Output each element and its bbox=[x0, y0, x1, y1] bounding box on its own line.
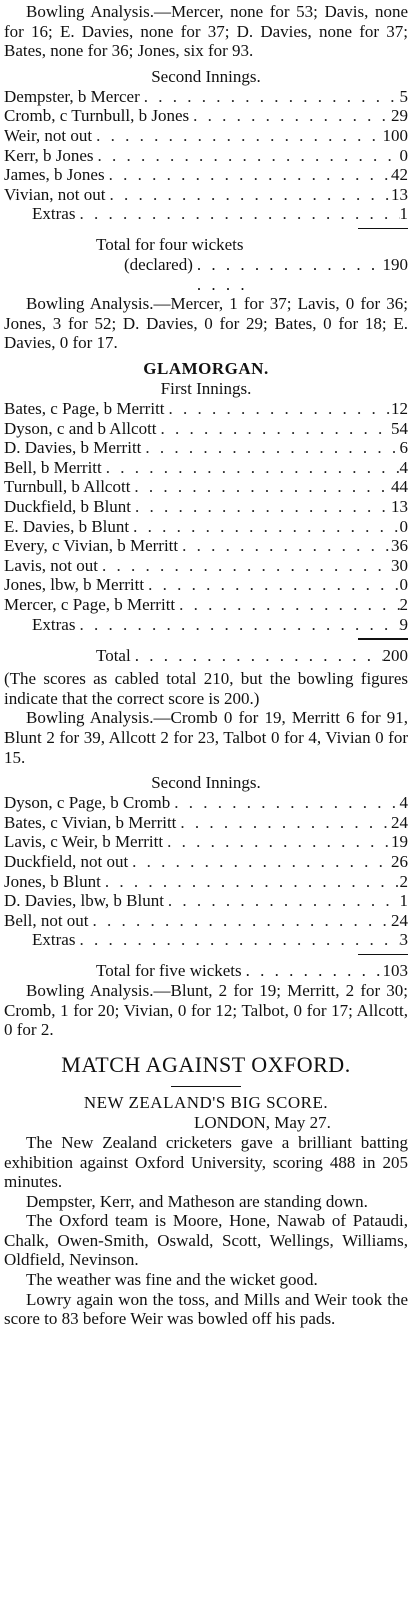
score-row: Dempster, b Mercer . . . 5 bbox=[4, 87, 408, 107]
article-paragraph: Dempster, Kerr, and Matheson are standing down. bbox=[26, 1191, 368, 1211]
headline-rule bbox=[171, 1086, 241, 1088]
score-row: Duckfield, b Blunt . . . 13 bbox=[4, 497, 408, 517]
score-row: Dyson, c Page, b Cromb . . . 4 bbox=[4, 793, 408, 813]
score-row: Jones, b Blunt . . . 2 bbox=[4, 872, 408, 892]
score-row: D. Davies, lbw, b Blunt . . . 1 bbox=[4, 891, 408, 911]
score-row: Bell, b Merritt . . . 4 bbox=[4, 458, 408, 478]
score-note: (The scores as cabled total 210, but the bowling figures indicate that the correct score is 200.) bbox=[4, 669, 408, 708]
score-row: Dyson, c and b Allcott . . . 54 bbox=[4, 419, 408, 439]
score-row: Turnbull, b Allcott . . . 44 bbox=[4, 477, 408, 497]
total-rule bbox=[358, 954, 408, 956]
nz-second-innings-heading: Second Innings. bbox=[151, 66, 261, 86]
extras-row: Extras . . . 9 bbox=[4, 615, 408, 635]
score-row: Every, c Vivian, b Merritt . . . 36 bbox=[4, 536, 408, 556]
nz-second-total-label-row: Total for four wickets bbox=[96, 235, 244, 255]
glamorgan-first-innings-heading: First Innings. bbox=[160, 379, 252, 398]
article-paragraph: The Oxford team is Moore, Hone, Nawab of Pataudi, Chalk, Owen-Smith, Oswald, Scott, Wellings, Williams, Oldfield, Nevinson. bbox=[4, 1211, 408, 1270]
total-rule bbox=[358, 638, 408, 640]
nz-second-total-row: (declared) . . . 190 bbox=[4, 255, 408, 294]
bowling-analysis-4: Bowling Analysis.—Blunt, 2 for 19; Merritt, 2 for 30; Cromb, 1 for 20; Vivian, 0 for 12; Talbot, 0 for 17; Allcott, 0 for 2. bbox=[4, 981, 408, 1040]
score-row: E. Davies, b Blunt . . . 0 bbox=[4, 517, 408, 537]
bowling-analysis-3: Bowling Analysis.—Cromb 0 for 19, Merritt 6 for 91, Blunt 2 for 39, Allcott 2 for 23, Talbot 0 for 4, Vivian 0 for 15. bbox=[4, 708, 408, 767]
glamorgan-first-innings-list bbox=[4, 399, 408, 634]
score-row: Bell, not out . . . 24 bbox=[4, 911, 408, 931]
score-row: Duckfield, not out . . . 26 bbox=[4, 852, 408, 872]
score-row: Jones, lbw, b Merritt . . . 0 bbox=[4, 575, 408, 595]
bowling-analysis-2: Bowling Analysis.—Mercer, 1 for 37; Lavis, 0 for 36; Jones, 3 for 52; D. Davies, 0 for 29; Bates, 0 for 18; E. Davies, 0 for 17. bbox=[4, 294, 408, 353]
glamorgan-second-innings-list bbox=[4, 793, 408, 950]
glamorgan-second-total-row: Total for five wickets . . . 103 bbox=[4, 961, 408, 981]
score-row: Bates, c Page, b Merritt . . . 12 bbox=[4, 399, 408, 419]
article-paragraph: The weather was fine and the wicket good. bbox=[26, 1270, 318, 1290]
score-row: Cromb, c Turnbull, b Jones . . . 29 bbox=[4, 106, 408, 126]
nz-second-innings-list bbox=[4, 87, 408, 224]
score-row: D. Davies, b Merritt . . . 6 bbox=[4, 438, 408, 458]
score-row: Lavis, c Weir, b Merritt . . . 19 bbox=[4, 832, 408, 852]
score-row: Weir, not out . . . 100 bbox=[4, 126, 408, 146]
extras-row: Extras . . . 1 bbox=[4, 204, 408, 224]
glamorgan-total-row: Total . . . 200 bbox=[4, 646, 408, 666]
article-subheadline: NEW ZEALAND'S BIG SCORE. bbox=[83, 1093, 329, 1113]
score-row: Lavis, not out . . . 30 bbox=[4, 556, 408, 576]
team-heading-glamorgan: GLAMORGAN. bbox=[143, 359, 269, 378]
bowling-analysis-1: Bowling Analysis.—Mercer, none for 53; Davis, none for 16; E. Davies, none for 37; D. Davies, none for 37; Bates, none for 36; Jones, six for 93. bbox=[4, 2, 408, 61]
score-row: James, b Jones . . . 42 bbox=[4, 165, 408, 185]
article-paragraph: Lowry again won the toss, and Mills and Weir took the score to 83 before Weir was bowled off his pads. bbox=[4, 1289, 408, 1329]
total-rule bbox=[358, 228, 408, 230]
score-row: Mercer, c Page, b Merritt . . . 2 bbox=[4, 595, 408, 615]
score-row: Kerr, b Jones . . . 0 bbox=[4, 146, 408, 166]
article-headline: MATCH AGAINST OXFORD. bbox=[61, 1051, 351, 1077]
article-dateline: LONDON, May 27. bbox=[194, 1113, 331, 1133]
score-row: Vivian, not out . . . 13 bbox=[4, 185, 408, 205]
score-row: Bates, c Vivian, b Merritt . . . 24 bbox=[4, 813, 408, 833]
extras-row: Extras . . . 3 bbox=[4, 930, 408, 950]
glamorgan-second-innings-heading: Second Innings. bbox=[151, 773, 261, 793]
article-paragraph: The New Zealand cricketers gave a brilliant batting exhibition against Oxford University, scoring 488 in 205 minutes. bbox=[4, 1132, 408, 1192]
